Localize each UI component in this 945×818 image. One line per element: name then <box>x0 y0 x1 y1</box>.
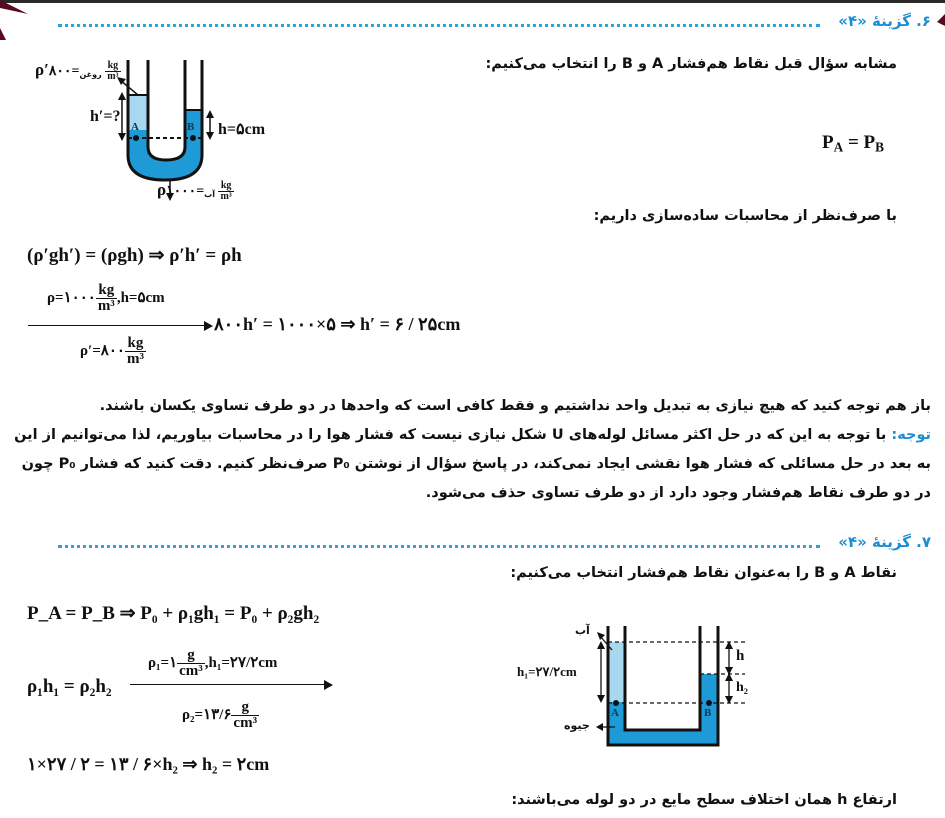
q7-mercury-label: جیوه <box>564 719 590 732</box>
q7-dotted-rule <box>58 545 820 548</box>
q7-arrow-condition-top: ρ₁=۱ $\frac{g}{\text{cm³}}$ ,h₁=۲۷/۲cm <box>148 647 278 679</box>
q6-implication-arrow-line <box>28 325 206 326</box>
page-top-border <box>0 0 945 3</box>
q6-oil-density-label: ρ′ $_{روغن}$=۸۰۰ $\frac{kg}{\text{m³}}$ <box>35 60 119 83</box>
q6-heading: ۶. گزینهٔ «۴» <box>838 12 931 30</box>
q7-intro-text: نقاط A و B را به‌عنوان نقاط هم‌فشار انتخاب می‌کنیم: <box>510 565 897 581</box>
q6-point-b-dot <box>190 135 196 141</box>
q6-equation-1: (ρ′gh′) = (ρgh) ⇒ ρ′h′ = ρh <box>27 245 242 266</box>
q6-water-density-label: ρ $_{آب}$=۱۰۰۰ $\frac{kg}{\text{m³}}$ <box>157 180 232 203</box>
q6-arrow-condition-top: ρ=۱۰۰۰ $\frac{kg}{\text{m³}}$ ,h=۵cm <box>47 282 165 314</box>
corner-ornament-right-icon <box>937 14 945 28</box>
q6-note-paragraph: توجه: با توجه به این که در حل اکثر مسائل لوله‌های U شکل نیازی نیست که فشار هوا را در محاسبات بیاوریم، لذا می‌توانیم از این به بعد در حل مسائلی که فشار هوا نقشی ایجاد نمی‌کند، در پاسخ سؤال از نوشتن P₀ صرف‌نظر کنیم. دقت کنید که فشار P₀ چون در دو طرف نقاط هم‌فشار وجود دارد از دو طرف تساوی حذف می‌شود. <box>14 427 931 501</box>
q6-equation-result: ۸۰۰h′ = ۱۰۰۰×۵ ⇒ h′ = ۶ / ۲۵cm <box>214 314 461 334</box>
q7-h1-label: h₁=۲۷/۲cm <box>517 664 577 679</box>
q7-equation-1: P_A = P_B ⇒ P₀ + ρ₁gh₁ = P₀ + ρ₂gh₂ <box>27 603 320 624</box>
q7-heading: ۷. گزینهٔ «۴» <box>838 533 931 551</box>
q7-point-b-label: B <box>704 707 712 719</box>
q7-water-column <box>608 642 625 702</box>
q6-arrow-condition-bottom: ρ′=۸۰۰ $\frac{kg}{\text{m³}}$ <box>80 335 144 367</box>
q7-implication-arrow-icon <box>324 680 333 690</box>
q6-paragraph-units: باز هم توجه کنید که هیچ نیازی به تبدیل واحد نداشتیم و فقط کافی است که واحدها در دو طرف تساوی یکسان باشند. <box>99 398 931 414</box>
q6-dotted-rule <box>58 24 820 27</box>
q6-implication-arrow-icon <box>204 321 213 331</box>
q7-arrow-condition-bottom: ρ₂=۱۳/۶ $\frac{g}{\text{cm³}}$ <box>182 699 258 731</box>
q6-h-label: h=۵cm <box>218 121 266 138</box>
q7-closing-text: ارتفاع h همان اختلاف سطح مایع در دو لوله می‌باشند: <box>511 792 897 808</box>
q6-h-prime-label: h′=? <box>90 108 121 125</box>
q6-point-a-label: A <box>131 121 139 133</box>
q6-note-label: توجه: <box>891 427 931 443</box>
q7-implication-arrow-line <box>130 684 326 685</box>
q7-u-tube-diagram <box>500 610 750 760</box>
q7-water-label: آب <box>575 624 590 637</box>
corner-ornament-icon <box>0 0 30 40</box>
q6-simplify-text: با صرف‌نظر از محاسبات ساده‌سازی داریم: <box>593 208 897 224</box>
q7-h2-label: h₂ <box>736 680 748 695</box>
q7-h-label: h <box>736 648 745 664</box>
q7-point-b-dot <box>706 700 712 706</box>
q6-equation-pa-pb: $P_A = P_B$ <box>822 132 885 155</box>
q7-point-a-label: A <box>611 707 619 719</box>
q6-intro-text: مشابه سؤال قبل نقاط هم‌فشار A و B را انتخاب می‌کنیم: <box>485 56 897 72</box>
q7-point-a-dot <box>613 700 619 706</box>
q6-point-b-label: B <box>187 121 195 133</box>
q6-point-a-dot <box>133 135 139 141</box>
q7-equation-2-lhs: ρ₁h₁ = ρ₂h₂ <box>27 676 112 697</box>
q7-equation-3: ۱×۲۷ / ۲ = ۱۳ / ۶×h₂ ⇒ h₂ = ۲cm <box>27 754 270 774</box>
